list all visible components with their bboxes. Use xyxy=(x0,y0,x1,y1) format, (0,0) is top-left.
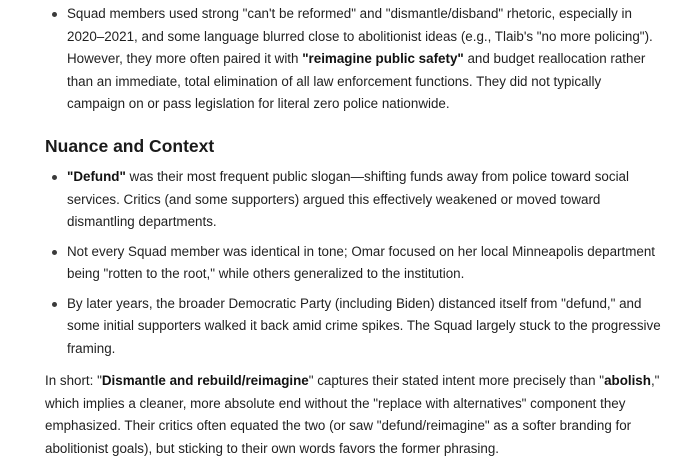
bullet-icon xyxy=(52,250,57,255)
bullet-icon xyxy=(52,302,57,307)
summary-bold-text: Dismantle and rebuild/reimagine xyxy=(101,373,309,388)
nuance-bullet-list xyxy=(0,166,680,360)
bullet-bold-text: "Defund" xyxy=(67,169,126,184)
bullet-icon xyxy=(52,12,57,17)
list-item xyxy=(0,293,680,361)
summary-text: In short: " xyxy=(45,373,102,388)
list-item xyxy=(0,166,680,234)
bullet-bold-text: "reimagine public safety" xyxy=(302,51,464,66)
bullet-text: was their most frequent public slogan—shifting funds away from police toward social services. Critics (and some supporters) argued this effectively weakened or moved toward dismantling departments. xyxy=(67,169,629,229)
summary-text: " captures their stated intent more precisely than " xyxy=(308,373,605,388)
bullet-text: By later years, the broader Democratic Party (including Biden) distanced itself from "defund," and some initial supporters walked it back amid crime spikes. The Squad largely stuck to the progressive framing. xyxy=(67,295,661,356)
section-heading: Nuance and Context xyxy=(45,136,215,156)
bullet-text: and budget reallocation rather than an immediate, total elimination of all law enforcement functions. They did not typically campaign on or pass legislation for literal zero police nationwide. xyxy=(67,51,646,111)
top-bullet-list xyxy=(0,3,680,116)
bullet-text: Not every Squad member was identical in tone; Omar focused on her local Minneapolis department being "rotten to the root," while others generalized to the institution. xyxy=(67,243,656,281)
summary-text: ," which implies a cleaner, more absolute end without the "replace with alternatives" component they emphasized. Their critics often equated the two (or saw "defund/reimagine" as a softer branding for abolitionist goals), but sticking to their own words favors the former phrasing. xyxy=(45,373,660,456)
list-item xyxy=(0,3,680,116)
bullet-text: Squad members used strong "can't be reformed" and "dismantle/disband" rhetoric, especially in 2020–2021, and some language blurred close to abolitionist ideas (e.g., Tlaib's "no more policing"). However, they more often paired it with xyxy=(67,6,653,66)
summary-bold-text: abolish xyxy=(604,373,651,388)
bullet-icon xyxy=(52,175,57,180)
summary-paragraph xyxy=(45,370,670,460)
list-item xyxy=(0,241,680,286)
